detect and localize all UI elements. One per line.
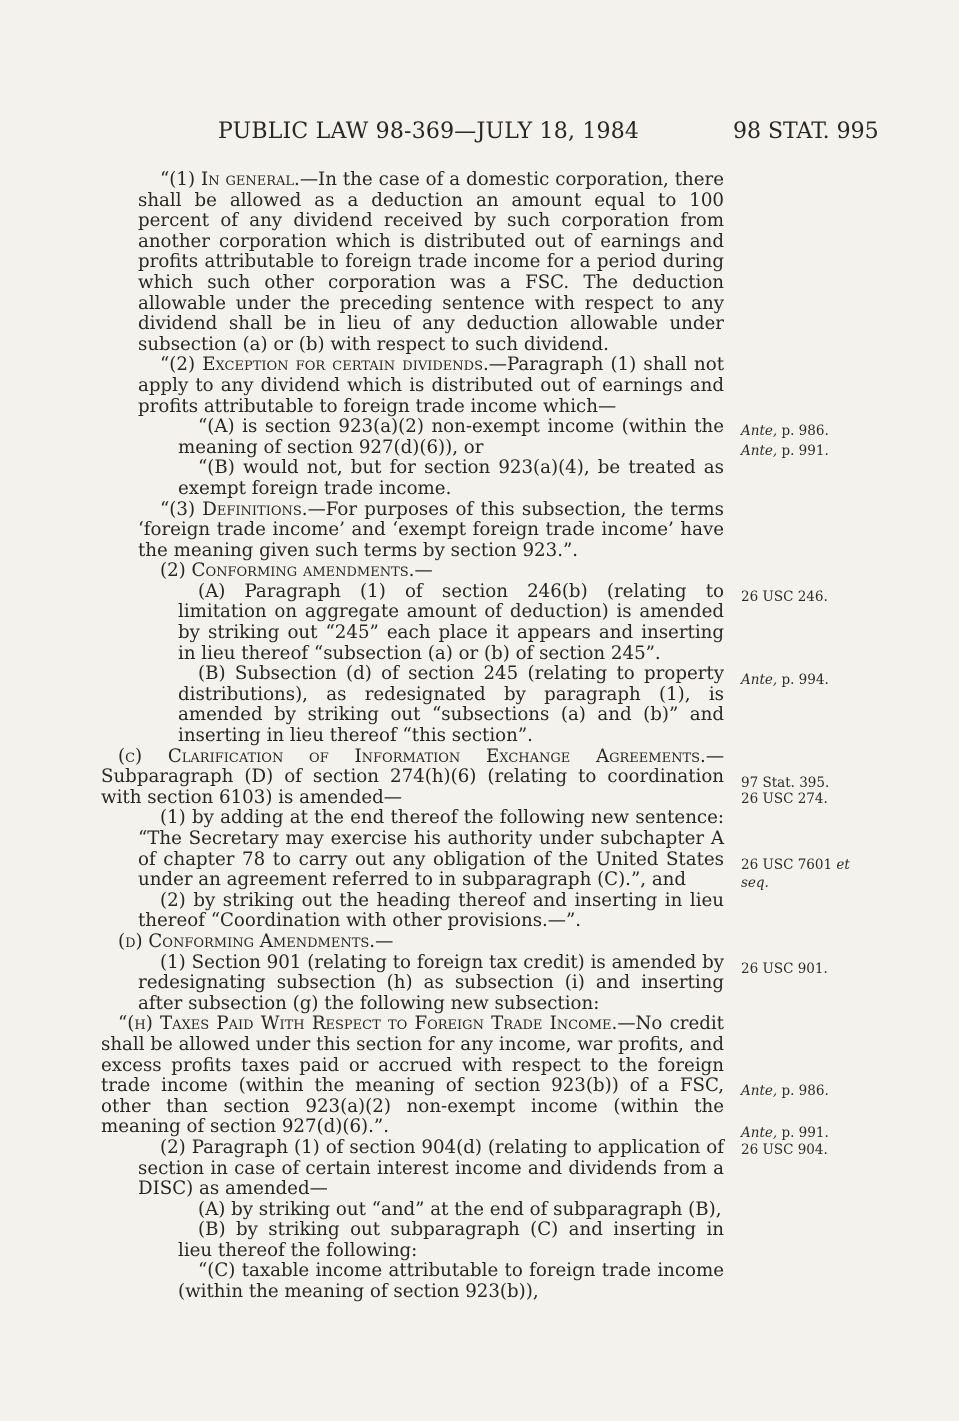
paragraph-heading: “(3) Definitions. [160, 498, 308, 520]
paragraph-text: (A) Paragraph (1) of section 246(b) (relating to limitation on aggregate amount of deduction) is amended by striking out “245” each place it appears and inserting in lieu thereof “subsection (a) or (b) of section 245”. [178, 580, 724, 664]
paragraph [101, 1200, 724, 1221]
paragraph-heading: “(h) Taxes Paid With Respect to Foreign Trade Income. [118, 1013, 618, 1035]
paragraph-text: —For purposes of this subsection, the terms ‘foreign trade income’ and ‘exempt foreign trade income’ have the meaning given such terms by section 923.”. [138, 498, 724, 561]
paragraph-text: “(B) would not, but for section 923(a)(4), be treated as exempt foreign trade income. [178, 457, 724, 499]
margin-citation: seq. [741, 875, 769, 891]
margin-citation: 26 USC 246. [741, 589, 828, 605]
paragraph-heading: “(1) In general. [160, 169, 300, 190]
paragraph-text: (B) Subsection (d) of section 245 (relating to property distributions), as redesignated by paragraph (1), is amended by striking out “subsections (a) and (b)” and inserting in lieu thereof “this section”. [178, 663, 724, 747]
paragraph [101, 747, 724, 809]
statute-body [101, 170, 724, 1303]
margin-citation: Ante, p. 991. [741, 443, 829, 459]
paragraph [101, 1220, 724, 1261]
paragraph-heading: (d) Conforming Amendments. [118, 930, 376, 952]
paragraph [101, 932, 724, 953]
paragraph-text: —In the case of a domestic corporation, there shall be allowed as a deduction an amount equal to 100 percent of any dividend received by such corporation from another corporation which is distributed out of earnings and profits attributable to foreign trade income for a period during which such other corporation was a FSC. The deduction allowable under the preceding sentence with respect to any dividend shall be in lieu of any deduction allowable under subsection (a) or (b) with respect to such dividend. [138, 169, 724, 355]
paragraph-text: (2) Paragraph (1) of section 904(d) (relating to application of section in case of certain interest income and dividends from a DISC) as amended— [138, 1136, 724, 1200]
paragraph-heading: “(2) Exception for certain dividends. [160, 354, 489, 376]
paragraph-text: —No credit shall be allowed under this section for any income, war profits, and excess profits taxes paid or accrued with respect to the foreign trade income (within the meaning of section 923(b)) of a FSC, other than section 923(a)(2) non-exempt income (within the meaning of section 927(d)(6).”. [101, 1013, 724, 1138]
paragraph-text: — [375, 930, 394, 952]
paragraph [101, 953, 724, 1015]
paragraph [101, 808, 724, 890]
paragraph [101, 417, 724, 458]
paragraph [101, 170, 724, 355]
paragraph-text: (1) Section 901 (relating to foreign tax credit) is amended by redesignating subsection (h) as subsection (i) and inserting after subsection (g) the following new subsection: [138, 951, 724, 1014]
paragraph-text: —Subparagraph (D) of section 274(h)(6) (relating to coordination with section 6103) is amended— [101, 745, 724, 808]
paragraph-text: — [414, 560, 433, 582]
margin-citation: 26 USC 274. [741, 791, 828, 807]
paragraph-text: (1) by adding at the end thereof the following new sentence: “The Secretary may exercise his authority under subchapter A of chapter 78 to carry out any obligation of the United States under an agreement referred to in subparagraph (C).”, and [138, 807, 724, 891]
paragraph-heading: (2) Conforming amendments. [160, 560, 415, 582]
paragraph-text: (B) by striking out subparagraph (C) and inserting in lieu thereof the following: [178, 1219, 724, 1261]
paragraph [101, 458, 724, 499]
paragraph [101, 500, 724, 562]
margin-citation: Ante, p. 986. [741, 423, 829, 439]
margin-citation: Ante, p. 994. [741, 672, 829, 688]
paragraph [101, 355, 724, 417]
paragraph [101, 582, 724, 664]
running-header-stat: 98 STAT. 995 [733, 119, 879, 144]
paragraph [101, 891, 724, 932]
paragraph [101, 664, 724, 746]
margin-citation: 26 USC 901. [741, 961, 828, 977]
paragraph [101, 1014, 724, 1138]
margin-citation: Ante, p. 986. [741, 1083, 829, 1099]
paragraph-text: “(C) taxable income attributable to foreign trade income (within the meaning of section 923(b)), [178, 1260, 724, 1303]
paragraph [101, 1261, 724, 1302]
margin-citation: 26 USC 7601 et [741, 857, 850, 873]
paragraph [101, 561, 724, 582]
margin-citation: Ante, p. 991. [741, 1125, 829, 1141]
paragraph-text: (A) by striking out “and” at the end of subparagraph (B), [198, 1198, 722, 1220]
margin-citation: 97 Stat. 395. [741, 775, 830, 791]
margin-citation: 26 USC 904. [741, 1142, 828, 1158]
running-header-title: PUBLIC LAW 98-369—JULY 18, 1984 [218, 119, 640, 144]
paragraph [101, 1138, 724, 1200]
paragraph-text: “(A) is section 923(a)(2) non-exempt income (within the meaning of section 927(d)(6)), or [178, 416, 724, 458]
paragraph-text: —Paragraph (1) shall not apply to any dividend which is distributed out of earnings and profits attributable to foreign trade income which— [138, 354, 724, 417]
paragraph-text: (2) by striking out the heading thereof and inserting in lieu thereof “Coordination with other provisions.—”. [138, 889, 724, 932]
paragraph-heading: (c) Clarification of Information Exchange Agreements. [118, 745, 706, 767]
